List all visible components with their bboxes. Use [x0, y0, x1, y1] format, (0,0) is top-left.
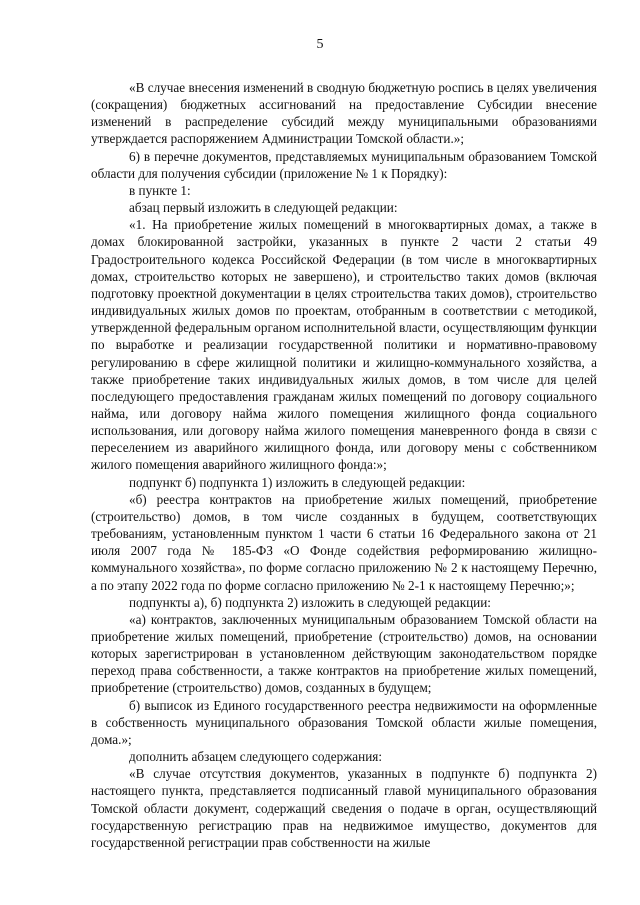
paragraph-budget-changes: «В случае внесения изменений в сводную бюджетную роспись в целях увеличения (сокращения) бюджетных ассигнований на предоставление Субсидии внесение изменений в распределение субсидий между муниципальными образованиями утверждается распоряжением Администрации Томской области.»;	[91, 80, 597, 147]
paragraph-add-abzac-instruction: дополнить абзацем следующего содержания:	[129, 749, 383, 765]
page-number: 5	[316, 37, 324, 52]
paragraph-subpoint-b-text: «б) реестра контрактов на приобретение жилых помещений, приобретение (строительство) домов, в том числе созданных в будущем, соответствующих требованиям, установленным пунктом 1 части 6 статьи 16 Федерального закона от 21 июля 2007 года № 185-ФЗ «О Фонде содействия реформированию жилищно-коммунального хозяйства», по форме согласно приложению № 2 к настоящему Перечню, а по этапу 2022 года по форме согласно приложению № 2-1 к настоящему Перечню;»;	[91, 491, 597, 593]
paragraph-subpoint-a-contracts: «а) контрактов, заключенных муниципальным образованием Томской области на приобретение жилых помещений, приобретение (строительство) домов, на основании которых зарегистрирован в установленном действующим законодательством порядке переход права собственности, а также контрактов на приобретение жилых помещений, приобретение (строительство) домов, созданных в будущем;	[91, 611, 597, 696]
paragraph-point-1-text: «1. На приобретение жилых помещений в многоквартирных домах, а также в домах блокированной застройки, указанных в пункте 2 части 2 статьи 49 Градостроительного кодекса Российской Федерации (в том числе в многоквартирных домах, строительство которых не завершено), и строительство таких домов (включая подготовку проектной документации в целях строительства таких домов), строительство индивидуальных жилых домов по проектам, отобранным в соответствии с методикой, утвержденной федеральным органом исполнительной власти, осуществляющим функции по выработке и реализации государственной политики и нормативно-правовому регулированию в сфере жилищной политики и жилищно-коммунального хозяйства, а также приобретение таких индивидуальных жилых домов, в том числе для целей последующего предоставления гражданам жилых помещений по договору социального найма, или договору найма жилого помещения жилищного фонда социального использования, или договору найма жилого помещения маневренного фонда в связи с переселением из аварийного жилищного фонда, или договору мены с собственником жилого помещения аварийного жилищного фонда:»;	[91, 217, 597, 473]
paragraph-subpoint-b-instruction: подпункт б) подпункта 1) изложить в следующей редакции:	[129, 474, 466, 490]
paragraph-item-6: 6) в перечне документов, представляемых муниципальным образованием Томской области для получения субсидии (приложение № 1 к Порядку):	[91, 148, 597, 181]
paragraph-subpoint-b-extracts: б) выписок из Единого государственного реестра недвижимости на оформленные в собственность муниципального образования Томской области жилые помещения, дома.»;	[91, 697, 597, 747]
paragraph-in-point-1: в пункте 1:	[129, 182, 191, 198]
paragraph-subpoints-a-b-instruction: подпункты а), б) подпункта 2) изложить в следующей редакции:	[129, 594, 491, 610]
document-body	[91, 79, 597, 851]
paragraph-first-abzac-instruction: абзац первый изложить в следующей редакции:	[129, 200, 398, 216]
paragraph-absence-of-documents: «В случае отсутствия документов, указанных в подпункте б) подпункта 2) настоящего пункта, представляется подписанный главой муниципального образования Томской области документ, содержащий сведения о подаче в орган, осуществляющий государственную регистрацию прав на недвижимое имущество, документов для государственной регистрации прав собственности на жилые	[91, 766, 597, 850]
